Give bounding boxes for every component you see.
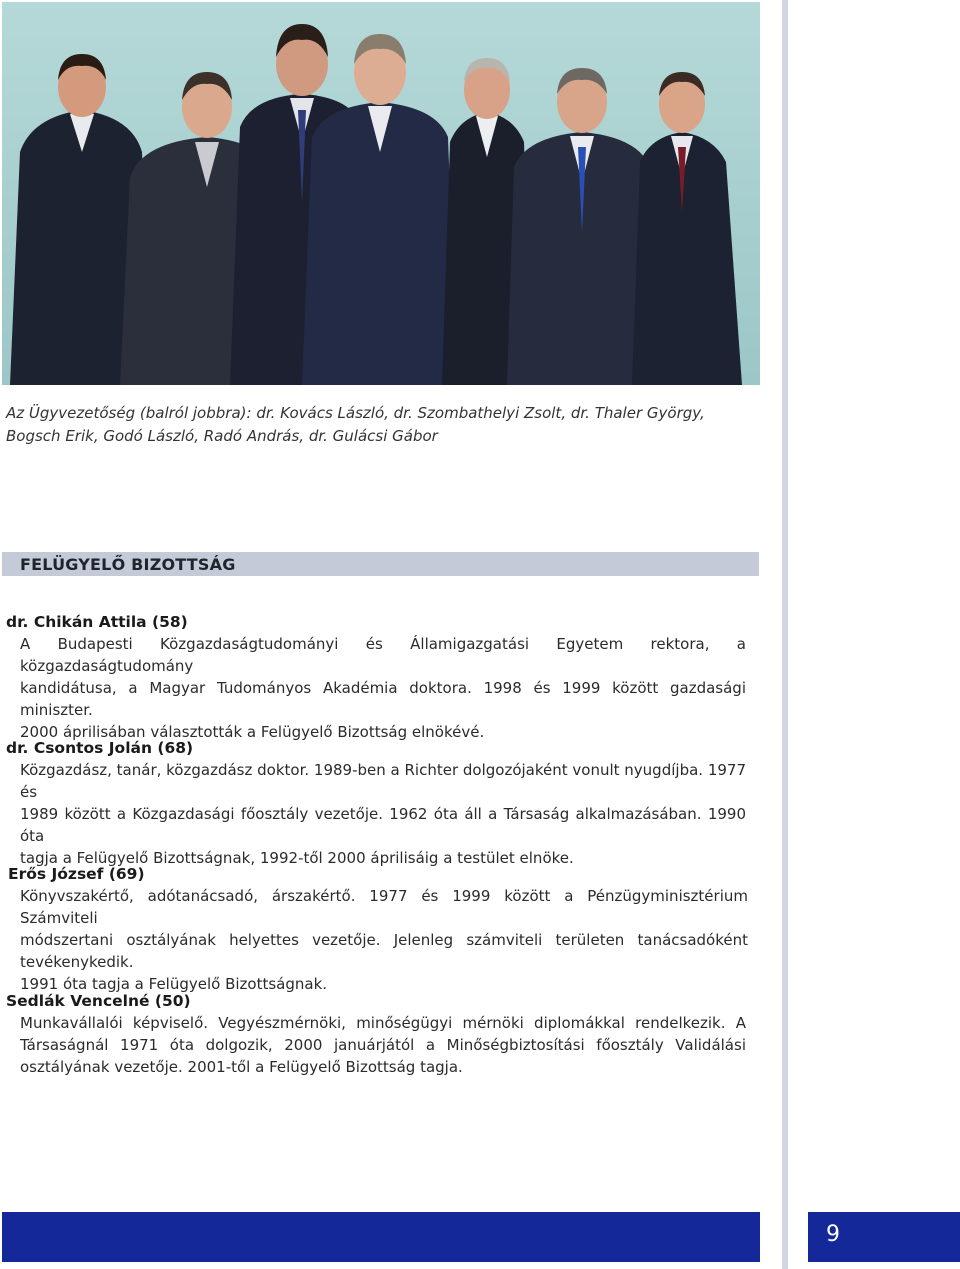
member-entry — [6, 611, 746, 743]
page-number-box — [808, 1212, 960, 1262]
member-entry — [8, 863, 748, 995]
member-name: dr. Chikán Attila (58) — [6, 613, 188, 631]
group-photo-image — [2, 2, 760, 385]
member-entry — [6, 737, 746, 869]
description-line: 1989 között a Közgazdasági főosztály vezetője. 1962 óta áll a Társaság alkalmazásában. 1990 óta — [20, 805, 746, 845]
description-line: Közgazdász, tanár, közgazdász doktor. 1989-ben a Richter dolgozójaként vonult nyugdíjba. 1977 és — [20, 761, 746, 801]
side-rule — [782, 0, 788, 1269]
description-line: módszertani osztályának helyettes vezetője. Jelenleg számviteli területen tanácsadóként tevékenykedik. — [20, 931, 748, 971]
member-entry — [6, 990, 746, 1078]
member-name: Erős József (69) — [8, 865, 145, 883]
photo-caption — [6, 402, 746, 448]
caption-line: Bogsch Erik, Godó László, Radó András, dr. Gulácsi Gábor — [6, 427, 438, 445]
page-number: 9 — [826, 1222, 840, 1247]
description-line: A Budapesti Közgazdaságtudományi és Államigazgatási Egyetem rektora, a közgazdaságtudomány — [20, 635, 746, 675]
description-line: 2000 áprilisában választották a Felügyelő Bizottság elnökévé. — [20, 723, 485, 741]
group-photo — [2, 2, 760, 385]
description-line: Társaságnál 1971 óta dolgozik, 2000 januárjától a Minőségbiztosítási főosztály Validálási — [20, 1036, 746, 1054]
caption-line: Az Ügyvezetőség (balról jobbra): dr. Kovács László, dr. Szombathelyi Zsolt, dr. Thaler György, — [6, 404, 705, 422]
member-name: Sedlák Vencelné (50) — [6, 992, 191, 1010]
description-line: osztályának vezetője. 2001-től a Felügyelő Bizottság tagja. — [20, 1058, 463, 1076]
description-line: Könyvszakértő, adótanácsadó, árszakértő. 1977 és 1999 között a Pénzügyminisztérium Számviteli — [20, 887, 748, 927]
description-line: kandidátusa, a Magyar Tudományos Akadémia doktora. 1998 és 1999 között gazdasági miniszter. — [20, 679, 746, 719]
description-line: 1991 óta tagja a Felügyelő Bizottságnak. — [20, 975, 328, 993]
description-line: Munkavállalói képviselő. Vegyészmérnöki, minőségügyi mérnöki diplomákkal rendelkezik. A — [20, 1014, 746, 1032]
member-description — [20, 759, 746, 869]
member-name: dr. Csontos Jolán (68) — [6, 739, 194, 757]
footer-bar — [2, 1212, 760, 1262]
member-description — [20, 1012, 746, 1078]
member-description — [20, 885, 748, 995]
member-description — [20, 633, 746, 743]
section-header — [2, 552, 759, 576]
description-line: tagja a Felügyelő Bizottságnak, 1992-től 2000 áprilisáig a testület elnöke. — [20, 849, 574, 867]
section-title: FELÜGYELŐ BIZOTTSÁG — [20, 555, 236, 574]
